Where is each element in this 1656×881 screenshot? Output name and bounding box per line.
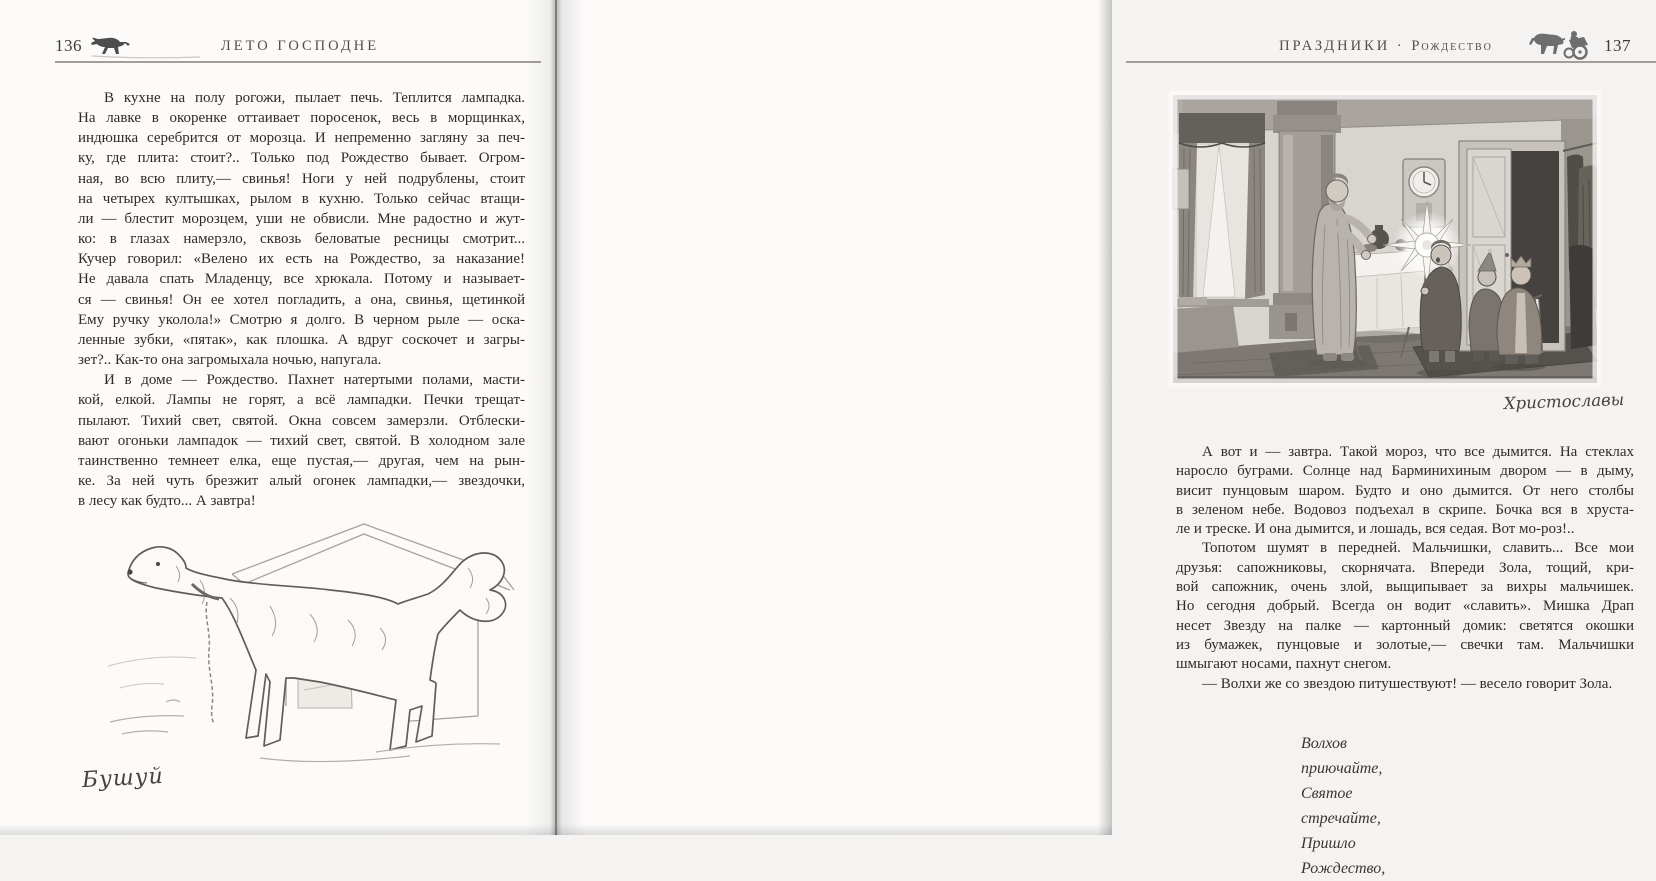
- text-line: висит пунцовым шаром. Будто и оно дымится. От него столбы: [1176, 482, 1634, 499]
- text-line: индюшка серебрится от морозца. И непременно загляну за печ-: [78, 130, 525, 147]
- page-bottom-edge: [0, 824, 1112, 835]
- right-page-number: 137: [1604, 36, 1631, 55]
- christmas-carolers-illustration: [1173, 95, 1597, 383]
- text-line: зет?.. Как-то она загромыхала ночью, напугала.: [78, 352, 382, 369]
- left-illustration-caption: Бушуй: [81, 763, 165, 794]
- section-title: ПРАЗДНИКИ: [1279, 38, 1391, 54]
- text-line: ная, во всю плиту,— свинья! Ноги у ней подрублены, стоит: [78, 170, 525, 187]
- text-line: друзья: сапожниковы, скорнячата. Впереди Зола, тощий, кри-: [1176, 559, 1634, 576]
- text-line: В кухне на полу рогожи, пылает печь. Теплится лампадка.: [104, 90, 525, 106]
- chapter-title: Рождество: [1411, 38, 1493, 54]
- text-line: таинственно темнеет елка, еще пустая,— другая, чем на рын-: [78, 452, 525, 469]
- title-separator: ·: [1396, 38, 1405, 54]
- text-line: Но сегодня добрый. Всегда он водит «славить». Мишка Драп: [1176, 598, 1634, 615]
- text-line: — Волхи же со звездою питушествуют! — весело говорит Зола.: [1202, 675, 1613, 692]
- verse-block: [1301, 731, 1385, 881]
- verse-line: Волхов приючайте,: [1301, 735, 1383, 777]
- text-line: из бумажек, пунцовые и золотые,— свечки там. Мальчишки: [1176, 636, 1634, 653]
- right-running-title: [1196, 38, 1576, 55]
- text-line: ку, где плита: стоит?.. Только под Рождество бывает. Огром-: [78, 150, 525, 167]
- text-line: Кучер говорил: «Велено их есть на Рождество, за наказание!: [78, 251, 525, 268]
- text-line: Топотом шумят в передней. Мальчишки, славить... Все мои: [1202, 540, 1634, 557]
- verse-line: Святое стречайте,: [1301, 785, 1381, 827]
- right-illustration-caption: Христославы: [1503, 389, 1625, 414]
- text-line: ся — свинья! Он ее хотел погладить, а она, свинья, щетинкой: [78, 291, 525, 308]
- text-line: Ему ручку уколола!» Смотрю я долго. В черном рыле — оска-: [78, 311, 525, 328]
- text-line: кой, елкой. Лампы не горят, а всё лампадки. Печки трещат-: [78, 392, 525, 409]
- text-line: Не давала спать Младенцу, все хрюкала. Потому и называет-: [78, 271, 525, 288]
- text-line: на четырех култышках, рылом в кухню. Только сейчас втащи-: [78, 190, 525, 207]
- text-line: На лавке в окоренке оттаивает поросенок, весь в морщинках,: [78, 110, 525, 127]
- horse-and-carriage-icon: [1529, 27, 1593, 61]
- page-gutter-line: [555, 0, 557, 835]
- left-page: [0, 0, 556, 835]
- text-line: шмыгают носами, пахнут снегом.: [1176, 656, 1392, 673]
- text-line: И в доме — Рождество. Пахнет натертыми полами, масти-: [104, 372, 525, 389]
- text-line: в лесу как будто... А завтра!: [78, 493, 256, 510]
- page-right-edge: [1098, 0, 1112, 835]
- text-line: ле и треске. И она дымится, и лошадь, вся седая. Вот мо-роз!..: [1176, 521, 1575, 538]
- text-line: в зеленом небе. Водовоз подъехал в скрипе. Бочка вся в хруста-: [1176, 501, 1634, 518]
- text-line: ли — блестит морозцем, уши не обвисли. Мне радостно и жут-: [78, 210, 525, 227]
- right-page: [556, 0, 1634, 877]
- right-header-rule: [1126, 61, 1656, 63]
- text-line: пылают. Тихий свет, святой. Окна совсем замерзли. Отблески-: [78, 412, 525, 429]
- text-line: ке. За ней чуть брезжит алый огонек лампадки,— звездочки,: [78, 472, 525, 489]
- text-line: наросло буграми. Солнце над Барминихиным двором — в дыму,: [1176, 463, 1634, 480]
- text-line: вают огоньки лампадок — тихий свет, святой. В холодном зале: [78, 432, 525, 449]
- dog-by-kennel-illustration: [80, 510, 530, 788]
- text-line: А вот и — завтра. Такой мороз, что все дымится. На стеклах: [1202, 444, 1634, 460]
- text-line: вой сапожник, очень злой, выщипывает за вихры мальчишек.: [1176, 579, 1634, 596]
- text-line: ленные зубки, «пятак», как плошка. А вдруг соскочет и загры-: [78, 331, 525, 348]
- left-header-rule: [55, 61, 541, 63]
- left-page-number: 136: [55, 36, 82, 55]
- verse-line: Пришло Рождество,: [1301, 835, 1386, 877]
- text-line: ко: в глазах намерзло, сквозь беловатые ресницы смотрит...: [78, 231, 525, 248]
- left-running-title: ЛЕТО ГОСПОДНЕ: [220, 38, 380, 54]
- left-body-text: [78, 88, 525, 511]
- text-line: несет Звезду на палке — картонный домик: светятся окошки: [1176, 617, 1634, 634]
- right-body-text: [1176, 443, 1634, 694]
